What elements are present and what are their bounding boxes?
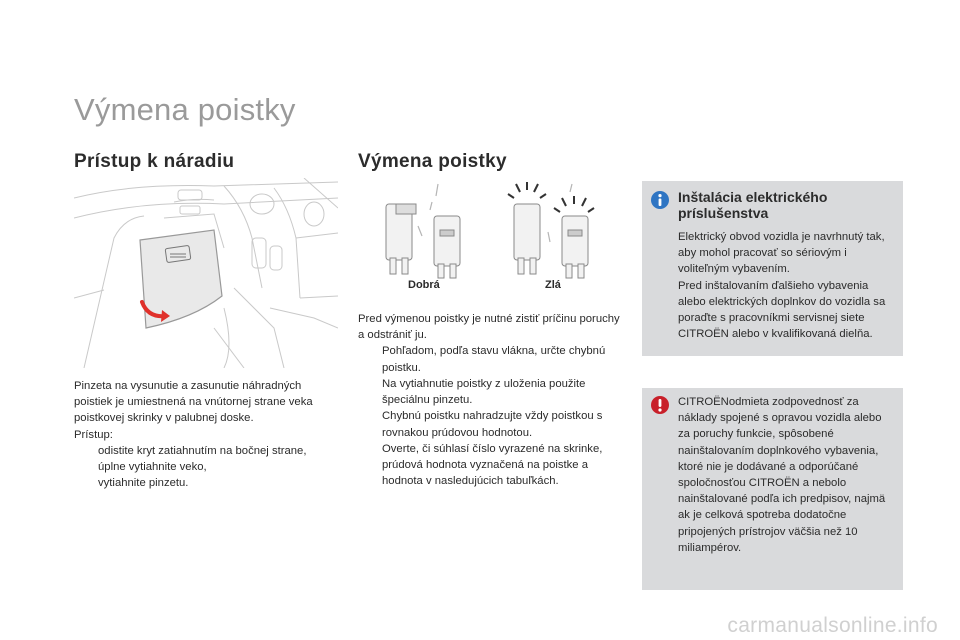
info-panel-title: Inštalácia elektrického príslušenstva [678, 189, 828, 221]
section-title-access: Prístup k náradiu [74, 151, 235, 172]
access-label: Prístup: [74, 428, 113, 441]
warning-panel-text: CITROËNodmieta zodpovednosť za náklady spojené s opravou vozidla alebo za poruchy funkcie, spôsobené nainštalovaním doplnkového vybavenia, ktoré nie je dodávané a odporúčané spoločnosťou CITROËN a nebolo nainštalované podľa ich predpisov, najmä ak je celková spotreba dodatočne pripojených prístrojov väčšia než 10 miliampérov. [678, 396, 886, 554]
list-item: Overte, či súhlasí číslo vyrazené na skrinke, prúdová hodnota vyznačená na poistke a hodnota v nasledujúcich tabuľkách. [382, 442, 603, 488]
access-paragraph: Pinzeta na vysunutie a zasunutie náhradných poistiek je umiestnená na vnútornej strane veka poistkovej skrinky v palubnej doske. [74, 380, 313, 425]
watermark: carmanualsonline.info [727, 614, 938, 637]
replace-intro [358, 311, 620, 376]
list-item: vytiahnite pinzetu. [98, 477, 189, 490]
warning-panel [642, 388, 903, 590]
good-fuse-icon [386, 204, 460, 278]
info-panel [642, 181, 903, 356]
warning-icon [651, 396, 669, 414]
list-item: Chybnú poistku nahradzujte vždy poistkou s rovnakou prúdovou hodnotou. [382, 410, 603, 439]
info-panel-text: Elektrický obvod vozidla je navrhnutý tak, aby mohol pracovať so sériovým i voliteľným vybavením. Pred inštalovaním ďalšieho vybavenia alebo elektrických doplnkov do vozidla sa poraďte s pracovníkmi servisnej siete CITROËN alebo v kvalifikovaná dielňa. [678, 231, 886, 341]
blown-fuse-icon [514, 204, 588, 278]
replace-steps [358, 376, 620, 489]
list-item: odistite kryt zatiahnutím na bočnej strane, [98, 444, 307, 457]
info-icon [651, 191, 669, 209]
access-instructions [74, 378, 342, 491]
list-item: Pohľadom, podľa stavu vlákna, určte chybnú poistku. [382, 345, 606, 374]
replace-intro-paragraph: Pred výmenou poistky je nutné zistiť príčinu poruchy a odstrániť ju. [358, 313, 620, 342]
fusebox-illustration [74, 178, 338, 368]
section-title-replace: Výmena poistky [358, 151, 507, 172]
list-item: úplne vytiahnite veko, [98, 461, 207, 474]
page-title: Výmena poistky [74, 92, 296, 127]
good-fuse-label: Dobrá [408, 279, 440, 291]
fuse-comparison-illustration [358, 182, 618, 292]
list-item: Na vytiahnutie poistky z uloženia použite špeciálnu pinzetu. [382, 378, 586, 407]
bad-fuse-label: Zlá [545, 279, 561, 291]
